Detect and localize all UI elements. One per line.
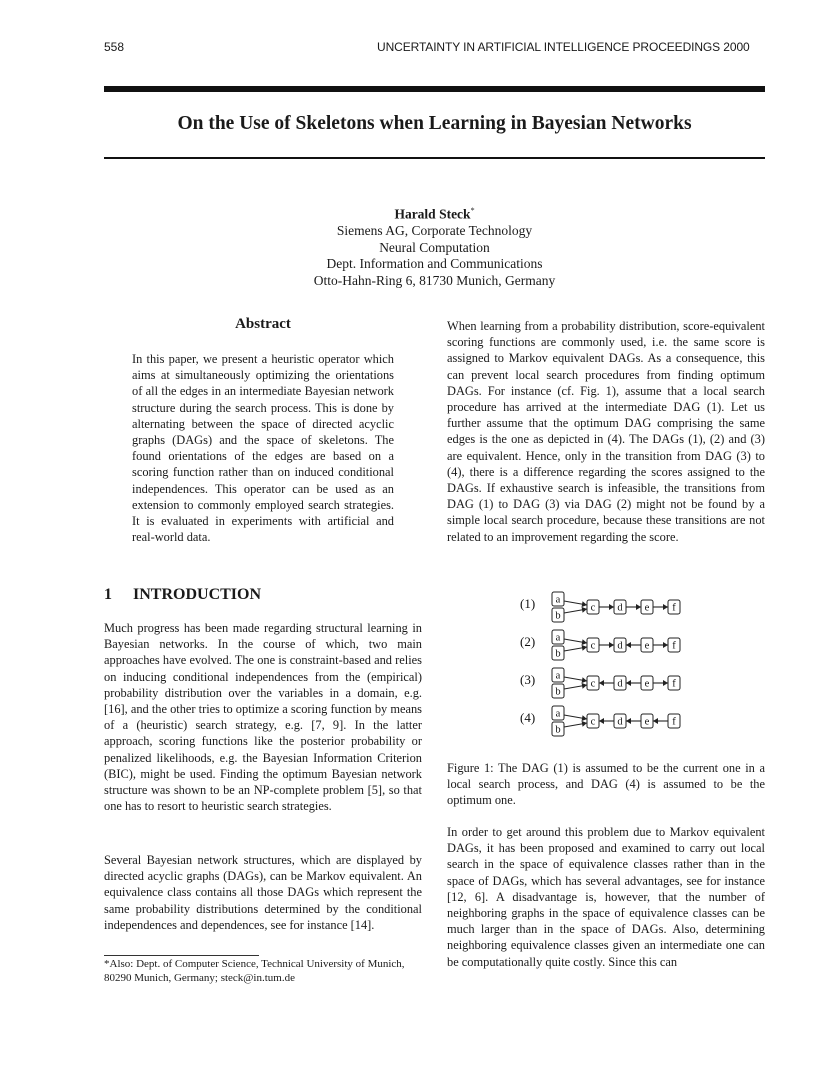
edge-arrowhead bbox=[582, 607, 587, 613]
paper-title: On the Use of Skeletons when Learning in Bayesian Networks bbox=[177, 113, 692, 134]
edge-arrowhead bbox=[599, 718, 604, 724]
title-bottom-rule bbox=[104, 157, 765, 159]
node-label: c bbox=[590, 640, 596, 652]
edge-arrowhead bbox=[626, 642, 631, 648]
intro-paragraph-2 bbox=[104, 852, 422, 933]
edge-arrowhead bbox=[582, 639, 587, 645]
dag-label: (4) bbox=[520, 710, 536, 725]
edge-arrowhead bbox=[609, 642, 614, 648]
right-paragraph-1 bbox=[447, 318, 765, 545]
node-label: d bbox=[617, 640, 623, 652]
right-paragraph-2 bbox=[447, 824, 765, 970]
dag-label: (3) bbox=[520, 672, 536, 687]
edge-arrowhead bbox=[663, 680, 668, 686]
edge-arrowhead bbox=[582, 677, 587, 683]
node-label: e bbox=[644, 716, 650, 728]
node-label: e bbox=[644, 602, 650, 614]
paragraph-text: Several Bayesian network structures, which are displayed by directed acyclic graphs (DAGs), can be Markov equivalent. An equivalence class contains all those DAGs which represent the same probability distributions determined by the conditional independences and dependences, see for instance [14]. bbox=[104, 853, 422, 932]
node-label: f bbox=[672, 640, 676, 652]
title-top-rule bbox=[104, 86, 765, 92]
edge-arrowhead bbox=[582, 645, 587, 651]
dag-label: (1) bbox=[520, 596, 536, 611]
node-label: b bbox=[555, 610, 561, 622]
figure-1-dags bbox=[520, 588, 720, 743]
running-header: UNCERTAINTY IN ARTIFICIAL INTELLIGENCE PROCEEDINGS 2000 bbox=[377, 40, 750, 54]
edge-arrowhead bbox=[626, 718, 631, 724]
edge-arrowhead bbox=[609, 604, 614, 610]
paragraph-text: Much progress has been made regarding structural learning in Bayesian networks. In the course of which, two main approaches have evolved. The one is constraint-based and relies on inducing conditional independences from the (empirical) probability distribution over the variables in a domain, e.g. [16], and the other tries to optimize a scoring function by means of a (heuristic) search strategy, e.g. [7, 9]. In the latter approach, scoring functions like the posterior probability or penalized likelihoods, e.g. the Bayesian Information Criterion (BIC), might be used. Finding the optimum Bayesian network structure was shown to be an NP-complete problem [5], so that one has to resort to heuristic search strategies. bbox=[104, 621, 422, 814]
node-label: e bbox=[644, 640, 650, 652]
footnote-rule bbox=[104, 955, 259, 956]
author-block bbox=[104, 203, 765, 289]
affiliation-line: Neural Computation bbox=[379, 239, 490, 255]
edge-arrowhead bbox=[663, 604, 668, 610]
node-label: c bbox=[590, 716, 596, 728]
node-label: d bbox=[617, 678, 623, 690]
node-label: a bbox=[555, 594, 561, 606]
intro-paragraph-1 bbox=[104, 620, 422, 814]
paragraph-text: When learning from a probability distribution, score-equivalent scoring functions are commonly used, i.e. the same score is assigned to Markov equivalent DAGs. As a consequence, this can prevent local search procedures from finding optimum DAGs. For instance (cf. Fig. 1), assume that a local search procedure has arrived at the intermediate DAG (1). Let us further assume that the optimum DAG comprising the same edges is the one as depicted in (4). The DAGs (1), (2) and (3) are equivalent. Hence, only in the transition from DAG (3) to (4), there is a difference regarding the scores assigned to the DAGs. If exhaustive search is infeasible, the transitions from DAG (1) to DAG (3) via DAG (2) might not be found by a simple local search procedure, because these transitions are not related to an improvement regarding the score. bbox=[447, 319, 765, 544]
abstract-text bbox=[132, 351, 394, 545]
edge-arrowhead bbox=[626, 680, 631, 686]
edge-arrowhead bbox=[663, 642, 668, 648]
edge-arrowhead bbox=[653, 718, 658, 724]
node-label: b bbox=[555, 648, 561, 660]
paragraph-text: In order to get around this problem due to Markov equivalent DAGs, it has been proposed and examined to carry out local search in the space of equivalence classes rather than in the space of DAGs, which has several advantages, see for instance [12, 6]. A disadvantage is, however, that the number of neighboring graphs in the space of equivalence classes can be much larger than in the space of DAGs. Also, determining neighboring equivalence classes given an intermediate one can be computationally quite costly. Since this can bbox=[447, 825, 765, 969]
section-heading bbox=[104, 586, 261, 604]
page-number: 558 bbox=[104, 40, 125, 54]
edge-arrowhead bbox=[582, 721, 587, 727]
footnote: *Also: Dept. of Computer Science, Technical University of Munich, 80290 Munich, Germany; steck@in.tum.de bbox=[104, 958, 405, 984]
node-label: f bbox=[672, 678, 676, 690]
edge-arrowhead bbox=[636, 604, 641, 610]
abstract-heading: Abstract bbox=[235, 316, 291, 332]
node-label: f bbox=[672, 716, 676, 728]
abstract-paragraph: In this paper, we present a heuristic operator which aims at simultaneously optimizing the orientations of all the edges in an intermediate Bayesian network structure during the search process. This is done by alternating between the space of directed acyclic graphs (DAGs) and the space of skeletons. The found orientations of the edges are based on a scoring function rather than on induced conditional independences. This operator can be used as an extension to commonly employed search strategies. It is evaluated in experiments with artificial and real-world data. bbox=[132, 352, 394, 545]
node-label: a bbox=[555, 632, 561, 644]
affiliation-line: Siemens AG, Corporate Technology bbox=[336, 223, 533, 238]
author-footnote-mark: * bbox=[470, 206, 475, 215]
edge-arrowhead bbox=[582, 601, 587, 607]
node-label: c bbox=[590, 602, 596, 614]
node-label: b bbox=[555, 686, 561, 698]
affiliation-line: Dept. Information and Communications bbox=[326, 256, 543, 271]
edge-arrowhead bbox=[582, 683, 587, 689]
node-label: e bbox=[644, 678, 650, 690]
node-label: a bbox=[555, 708, 561, 720]
node-label: d bbox=[617, 602, 623, 614]
node-label: c bbox=[590, 678, 596, 690]
edge-arrowhead bbox=[582, 715, 587, 721]
figure-caption: Figure 1: The DAG (1) is assumed to be the current one in a local search process, and DAG (4) is assumed to be the optimum one. bbox=[447, 761, 765, 808]
affiliation-line: Otto-Hahn-Ring 6, 81730 Munich, Germany bbox=[313, 272, 556, 288]
node-label: a bbox=[555, 670, 561, 682]
node-label: d bbox=[617, 716, 623, 728]
author-name-line bbox=[104, 203, 765, 223]
section-title: INTRODUCTION bbox=[133, 586, 262, 603]
edge-arrowhead bbox=[599, 680, 604, 686]
author-name: Harald Steck bbox=[394, 206, 471, 222]
node-label: b bbox=[555, 724, 561, 736]
section-number: 1 bbox=[104, 586, 112, 603]
dag-label: (2) bbox=[520, 634, 536, 649]
node-label: f bbox=[672, 602, 676, 614]
